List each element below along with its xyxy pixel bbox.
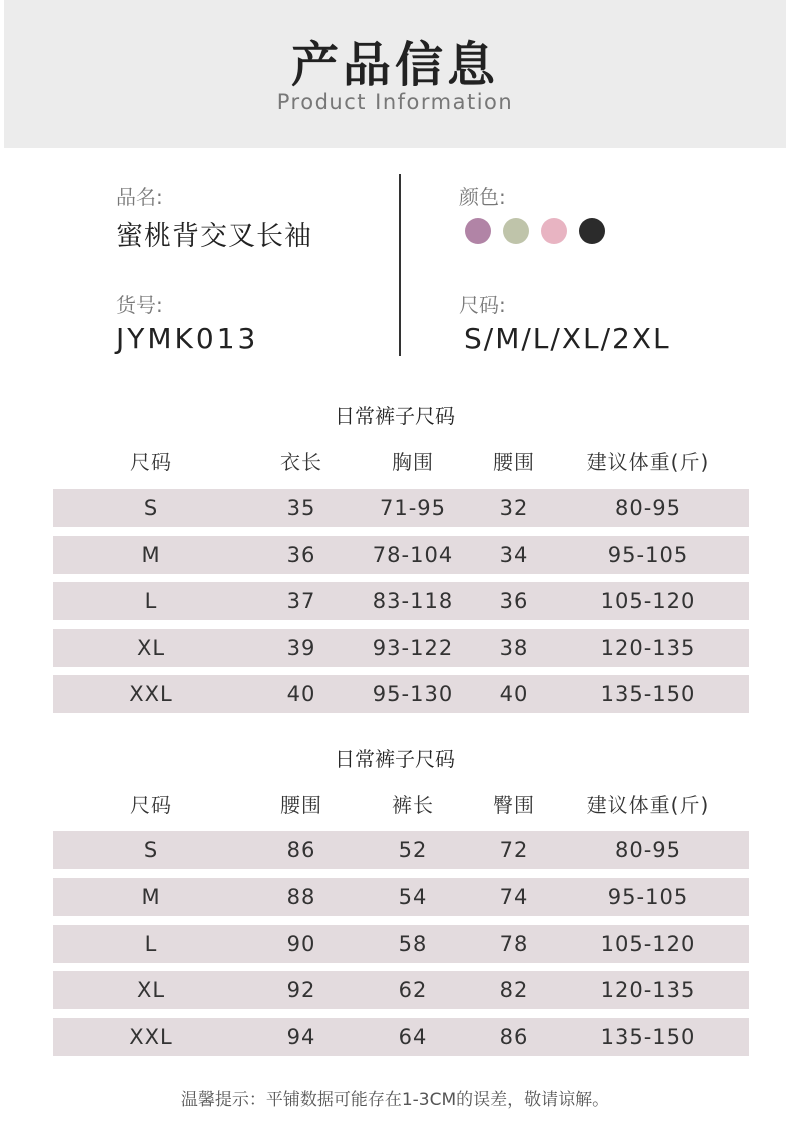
table-cell: 82 — [499, 978, 529, 1002]
table-row — [53, 878, 749, 916]
table-cell: 37 — [286, 589, 316, 613]
table-cell: 95-105 — [607, 543, 689, 567]
product-name-value: 蜜桃背交叉长袖 — [116, 221, 312, 252]
table-cell: 32 — [499, 496, 529, 520]
table-row — [53, 489, 749, 527]
table2-header-cell: 腰围 — [280, 793, 322, 817]
table2-header-cell: 臀围 — [493, 793, 535, 817]
table-cell: M — [141, 885, 161, 909]
table-cell: XL — [136, 636, 166, 660]
color-swatch-purple[interactable] — [465, 218, 491, 244]
table-cell: 78 — [499, 932, 529, 956]
size-label: 尺码: — [459, 293, 506, 317]
table-cell: L — [144, 589, 158, 613]
table1-header — [53, 443, 749, 481]
table-cell: 34 — [499, 543, 529, 567]
table-cell: XXL — [129, 682, 173, 706]
table-cell: XXL — [129, 1025, 173, 1049]
table-cell: 105-120 — [600, 932, 696, 956]
table-cell: 62 — [398, 978, 428, 1002]
product-code-value: JYMK013 — [116, 322, 259, 355]
table-cell: 74 — [499, 885, 529, 909]
table-cell: 92 — [286, 978, 316, 1002]
table-row — [53, 831, 749, 869]
table1-header-cell: 尺码 — [130, 450, 172, 474]
color-swatch-sage[interactable] — [503, 218, 529, 244]
table-cell: S — [143, 838, 159, 862]
table-cell: 78-104 — [372, 543, 454, 567]
table-cell: 120-135 — [600, 978, 696, 1002]
table1-header-cell: 胸围 — [392, 450, 434, 474]
color-swatch-black[interactable] — [579, 218, 605, 244]
color-label: 颜色: — [459, 185, 506, 209]
table-row — [53, 582, 749, 620]
table-row — [53, 925, 749, 963]
table2-header-cell: 尺码 — [130, 793, 172, 817]
table-cell: 88 — [286, 885, 316, 909]
table2-caption: 日常裤子尺码 — [335, 747, 455, 771]
table1-caption: 日常裤子尺码 — [335, 404, 455, 428]
table-cell: 72 — [499, 838, 529, 862]
table-cell: 95-130 — [372, 682, 454, 706]
table-cell: 40 — [499, 682, 529, 706]
info-divider — [399, 174, 401, 356]
table-row — [53, 536, 749, 574]
table2-header — [53, 786, 749, 824]
table-cell: 80-95 — [614, 496, 682, 520]
table-cell: 135-150 — [600, 1025, 696, 1049]
page-subtitle: Product Information — [276, 90, 514, 114]
table-cell: 83-118 — [372, 589, 454, 613]
size-value: S/M/L/XL/2XL — [464, 322, 671, 355]
table2-header-cell: 建议体重(斤) — [586, 793, 710, 817]
table-cell: 38 — [499, 636, 529, 660]
table-cell: 39 — [286, 636, 316, 660]
table-cell: 94 — [286, 1025, 316, 1049]
table-row — [53, 1018, 749, 1056]
table1-header-cell: 衣长 — [280, 450, 322, 474]
table-cell: S — [143, 496, 159, 520]
table-cell: 105-120 — [600, 589, 696, 613]
table-cell: 54 — [398, 885, 428, 909]
table2-header-cell: 裤长 — [392, 793, 434, 817]
table-cell: XL — [136, 978, 166, 1002]
product-code-label: 货号: — [116, 293, 163, 317]
table-cell: 71-95 — [379, 496, 447, 520]
table-cell: 35 — [286, 496, 316, 520]
table-row — [53, 675, 749, 713]
table-row — [53, 971, 749, 1009]
table-row — [53, 629, 749, 667]
table-cell: 52 — [398, 838, 428, 862]
color-swatch-pink[interactable] — [541, 218, 567, 244]
table-cell: L — [144, 932, 158, 956]
table1-header-cell: 腰围 — [493, 450, 535, 474]
page-title: 产品信息 — [290, 37, 499, 93]
table-cell: M — [141, 543, 161, 567]
table-cell: 64 — [398, 1025, 428, 1049]
table-cell: 58 — [398, 932, 428, 956]
footnote: 温馨提示：平铺数据可能存在1-3CM的误差，敬请谅解。 — [180, 1090, 610, 1110]
table-cell: 86 — [286, 838, 316, 862]
product-name-label: 品名: — [116, 185, 163, 209]
table-cell: 135-150 — [600, 682, 696, 706]
table-cell: 90 — [286, 932, 316, 956]
table-cell: 36 — [499, 589, 529, 613]
table-cell: 40 — [286, 682, 316, 706]
table-cell: 120-135 — [600, 636, 696, 660]
table-cell: 95-105 — [607, 885, 689, 909]
table-cell: 93-122 — [372, 636, 454, 660]
header-banner — [4, 0, 786, 148]
table1-header-cell: 建议体重(斤) — [586, 450, 710, 474]
table-cell: 80-95 — [614, 838, 682, 862]
color-swatches — [465, 218, 605, 244]
table-cell: 36 — [286, 543, 316, 567]
table-cell: 86 — [499, 1025, 529, 1049]
